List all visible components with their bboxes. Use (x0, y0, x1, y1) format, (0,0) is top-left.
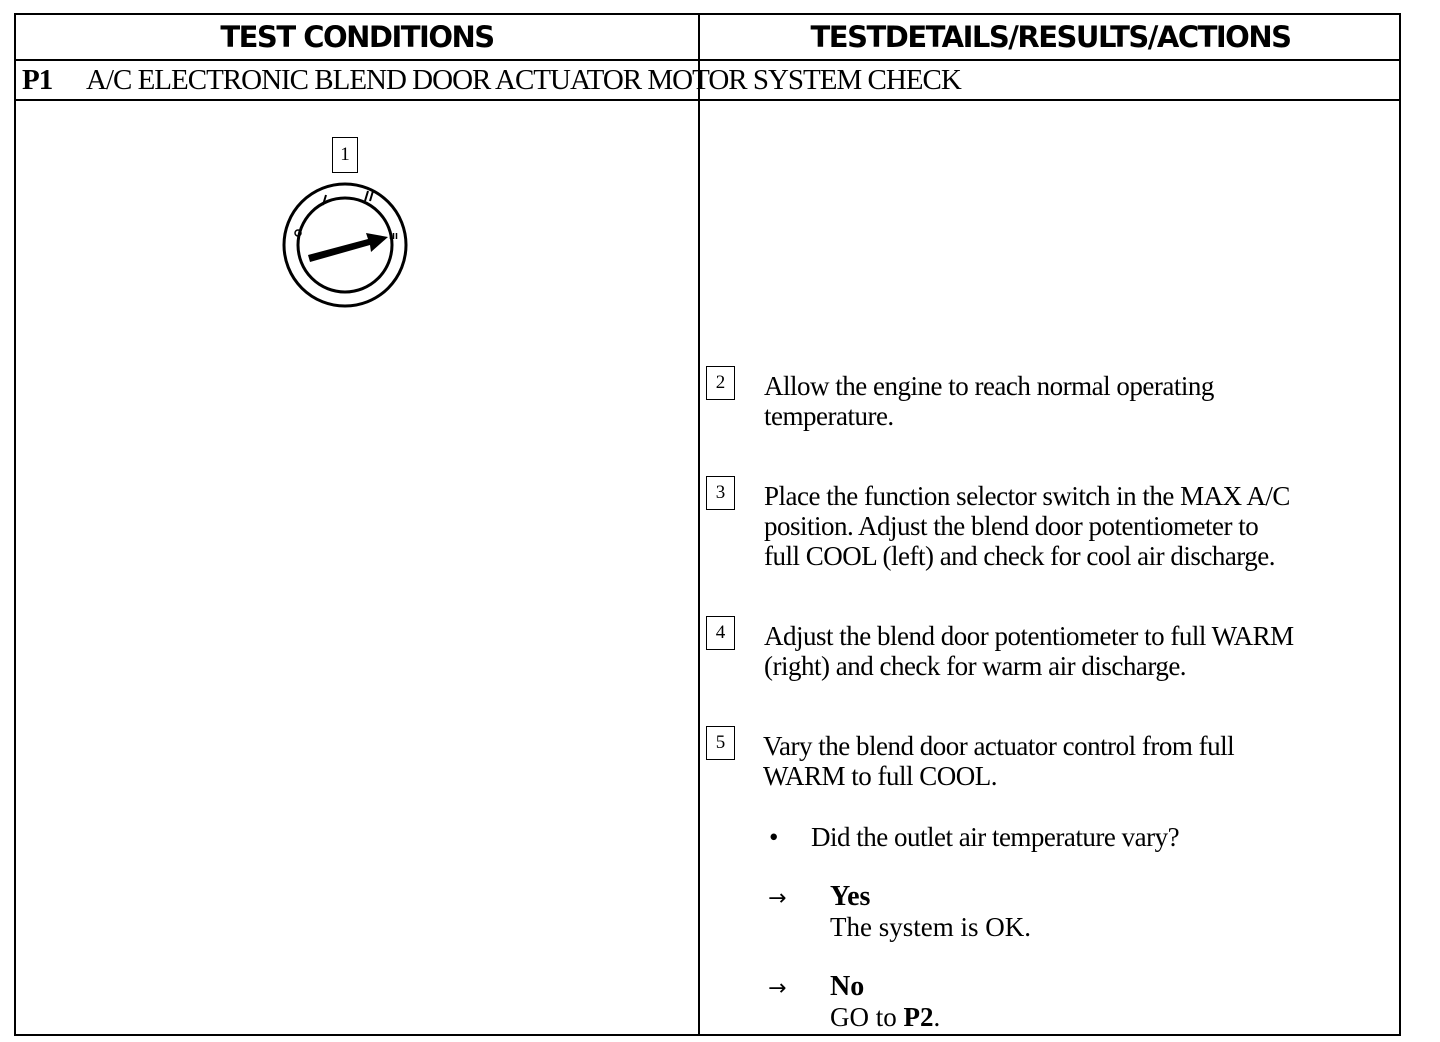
test-code: P1 (22, 63, 53, 96)
answer-yes-label: Yes (830, 881, 871, 912)
test-title: A/C ELECTRONIC BLEND DOOR ACTUATOR MOTOR SYSTEM CHECK (86, 63, 961, 96)
step-5-line-1: Vary the blend door actuator control from full (763, 731, 1235, 761)
step-5-line-2: WARM to full COOL. (763, 761, 997, 791)
step-2-line-1: Allow the engine to reach normal operating (764, 371, 1214, 401)
bullet-icon: • (769, 822, 779, 852)
step-number-2: 2 (706, 366, 735, 400)
arrow-right-icon: → (768, 886, 787, 911)
arrow-right-icon: → (768, 976, 787, 1001)
step-3-line-2: position. Adjust the blend door potentiometer to (764, 511, 1259, 541)
step-number-5: 5 (706, 726, 735, 760)
step-3-text (764, 481, 1290, 571)
step-5-text (763, 731, 1234, 791)
answer-no-suffix: . (933, 1002, 941, 1032)
step-2-line-2: temperature. (764, 401, 894, 431)
step-4-line-2: (right) and check for warm air discharge. (764, 651, 1187, 681)
title-divider (16, 99, 1401, 101)
svg-text:III: III (389, 232, 398, 241)
column-divider (698, 15, 700, 1036)
step-3-line-3: full COOL (left) and check for cool air discharge. (764, 541, 1276, 571)
step-4-line-1: Adjust the blend door potentiometer to full WARM (764, 621, 1294, 651)
test-title-row (16, 61, 1401, 99)
answer-yes-text: The system is OK. (830, 912, 1031, 942)
answer-no-label: No (830, 971, 865, 1002)
answer-no-prefix: GO to (830, 1002, 904, 1032)
ignition-switch-icon (270, 175, 420, 315)
header-test-conditions: TEST CONDITIONS (220, 20, 494, 54)
question-text: Did the outlet air temperature vary? (811, 822, 1180, 852)
step-4-text (764, 621, 1294, 681)
step-3-line-1: Place the function selector switch in the MAX A/C (764, 481, 1290, 511)
goto-p2-link[interactable]: P2 (903, 1002, 934, 1032)
header-test-details: TESTDETAILS/RESULTS/ACTIONS (810, 20, 1291, 54)
step-number-1: 1 (332, 137, 358, 173)
step-number-4: 4 (706, 616, 735, 650)
step-2-text (764, 371, 1214, 431)
step-number-3: 3 (706, 476, 735, 510)
answer-no-text (830, 1002, 940, 1033)
